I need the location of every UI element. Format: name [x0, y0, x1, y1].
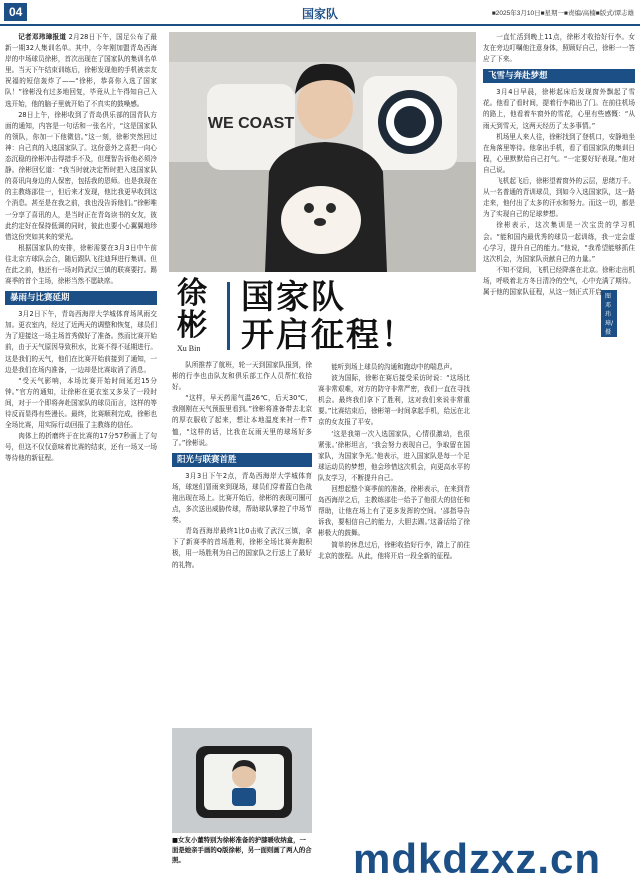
- paragraph: 2月28日下午，国足公布了最新一期32人集训名单。其中，今年刚加盟青岛西海岸的中场球员徐彬，首次出现在了国家队的集训名单里。当天下午结束训练后，徐彬发现他的手机被亲友祝福的短信轰炸了——“徐彬，恭喜你入选了国家队！”徐彬没有过多地回复，毕竟从上午得知自己入选开始，他的脑子里就开始了不真实的鼓噪感。: [5, 33, 157, 108]
- paragraph: 波为国际，徐彬在赛后接受采访时说：“这场比赛非常艰难，对方的防守非常严密，我们一直在寻找机会。最终我们拿下了胜利，这对我们来说非常重要。”比赛结束后，徐彬第一时间拿起手机，给远在北京的女友报了平安。: [318, 374, 470, 427]
- paragraph: 3月4日早晨，徐彬起床后发现窗外飘起了雪花。他看了看时间，提着行李箱出了门。在前往机场的路上，他看着车窗外的雪花，心里有些感慨：“从雨天到雪天，这两天经历了太多事情。”: [483, 88, 635, 130]
- paragraph: 回想起整个赛季前的准备，徐彬表示，在来到青岛西海岸之后，主教练邵佳一给予了他很大的信任和帮助，让他在场上有了更多发挥的空间。‘邵指导告诉我，要相信自己的能力，大胆去踢。’这番话给了徐彬极大的鼓舞。: [318, 485, 470, 538]
- paragraph: ‘这是我第一次入选国家队，心情很激动，也很紧张。’徐彬坦言，‘我会努力表现自己，争取留在国家队，为国家争光。’他表示，进入国家队是每一个足球运动员的梦想，他会珍惜这次机会，向更高水平的队友学习，不断提升自己。: [318, 429, 470, 482]
- headline-line-1: 国家队: [241, 277, 346, 316]
- dog-figure: [281, 186, 361, 254]
- paragraph: “这样，早天药需气温26℃，后天30℃，我刚刚在天气预报里看到。”徐彬将准备带去北京的厚衣服收了起来，想让本地温度来衬一件T恤，“这样的话，比我在玩雨天里的球场好多了。”徐彬说。: [172, 394, 312, 447]
- paragraph: 简单的休息过后，徐彬收拾好行李，踏上了前往北京的旅程。从此，他将开启一段全新的征程。: [318, 540, 470, 560]
- subheading: 飞雪与奔赴梦想: [483, 69, 635, 83]
- player-name: 徐彬: [177, 276, 207, 343]
- headline-line-2: 开启征程！: [241, 315, 416, 354]
- paragraph: 队所推荐了航班，轮一天到国家队报到，徐彬的行李也由队友和俱乐部工作人员帮忙收拾好。: [172, 361, 312, 392]
- paragraph: 一直忙活到晚上11点，徐彬才收拾好行李。女友在旁边叮嘱他注意身体，照顾好自己，徐彬一一答应了下来。: [483, 33, 635, 64]
- paragraph: 肉体上的折磨终于在比赛的17分57秒画上了句号，但这不仅仅意味着比赛的结束，还有一场又一场等待他的新征程。: [5, 432, 157, 463]
- subheading: 暴雨与比赛延期: [5, 291, 157, 305]
- player-pinyin: Xu Bin: [177, 344, 201, 353]
- knee-pad-box-photo: [172, 728, 312, 833]
- subheading: 阳光与联赛首胜: [172, 453, 312, 467]
- paragraph: 不知不觉间，飞机已经降落在北京。徐彬走出机场，呼吸着北方冬日清冷的空气，心中充满了期待。属于他的国家队征程，从这一刻正式开启。: [483, 265, 635, 296]
- page-header: [0, 0, 640, 26]
- paragraph: 3月2日下午，青岛西海岸大学城体育场风雨交加。更衣室内，经过了近两天的调整和恢复，球员们为了迎接这一场主场首秀做好了准备。然而比赛开始前，由于天气原因导致积水，比赛不得不延期进行。这是我们的天气，他们在比赛开始前接到了通知，一边是我们在场内准备，一边却是比赛取消了消息。: [5, 310, 157, 374]
- paragraph: “受天气影响，本场比赛开始时间延迟15分钟。”官方的通知，让徐彬在更衣室又多呆了一段时间，对于一个即将奔赴国家队的球员而言，这样的等待反而显得有些漫长。最终，比赛顺利完成，徐彬也全场比赛，用实际行动回报了主教练的信任。: [5, 376, 157, 430]
- section-title: 国家队: [301, 7, 338, 21]
- player-photo-illustration: [169, 32, 476, 272]
- paragraph: 28日上午，徐彬收到了青岛俱乐部的国青队方面的通知，内容是一句话和一张名片，“这是国家队的领队，你加一下他微信。”这一刻，徐彬突然回过神：自己真的入选国家队了。这份意外之喜把一向心态沉稳的徐彬冲击得措手不及，但理智告诉他必须冷静。徐彬回忆道：“我当时就决定暂时把入选国家队的喜讯向身边的人保密，包括我的恩师。也是我现在的主教练邵佳一，但后来才发现，他比我更早收到这个消息。甚至是在我之前，我也没告诉他们。”徐彬唯一分享了喜讯的人，是当时正在青岛读书的女友，彼此约定好在保持低调的同时，彼此也要小心翼翼地珍惜这份突如其来的荣光。: [5, 110, 157, 241]
- paragraph: 机场里人来人往，徐彬找到了登机口，安静地坐在角落里等待。他拿出手机，看了看国家队的集训日程，心里默默给自己打气。“一定要好好表现。”他对自己说。: [483, 132, 635, 174]
- photo-credit: 图 邓玮璋/摄: [601, 290, 617, 337]
- issue-info: ■2025年3月10日■星期一■责编/高楠■版式/谭志雄: [491, 10, 634, 17]
- article-column-3: [318, 362, 470, 880]
- watermark: mdkdzxz.cn: [318, 836, 636, 882]
- pillow-text: WE COAST: [207, 115, 295, 132]
- paragraph: 能听到场上球员的沟通和跑动中的喘息声。: [331, 363, 457, 371]
- paragraph: 根据国家队的安排，徐彬需要在3月3日中午前往北京方球队会合，随后跟队飞往迪拜进行集训。但在此之前，他还有一场对阵武汉三镇的联赛要打。踢赛季的首个主场，徐彬当然不愿缺席。: [5, 243, 157, 286]
- paragraph: 3月3日下午2点，青岛西海岸大学城体育场，球迷们冒雨来到现场，球员们穿着蓝白色战袍出现在场上。比赛开始后，徐彬的表现可圈可点，多次送出威胁传球，帮助球队掌控了中场节奏。: [172, 471, 312, 525]
- article-column-1: [5, 32, 157, 872]
- photo-caption: ■女友小董特别为徐彬准备的护膝暖收纳盒，一面是她亲手画的Q版徐彬，另一面则画了两人的合照。: [172, 836, 312, 864]
- headline-divider: [227, 282, 230, 350]
- paragraph: 徐彬表示，这次集训是一次宝贵的学习机会。“能和国内最优秀的球员一起训练，我一定会虚心学习，提升自己的能力。”他说，“我希望能够抓住这次机会，为国家队贡献自己的力量。”: [483, 221, 635, 263]
- headline-block: [169, 274, 476, 358]
- article-column-4: [483, 32, 635, 872]
- pillow-right: [363, 76, 457, 170]
- paragraph: 青岛西海岸最终1比0击败了武汉三镇，拿下了新赛季的首场胜利，徐彬全场比赛奔跑积极，用一场胜利为自己的国家队之行送上了最好的礼物。: [172, 527, 312, 569]
- byline: 记者邓玮璋报道: [18, 33, 67, 41]
- page-number: 04: [4, 3, 27, 21]
- paragraph: 飞机起飞后，徐彬望着窗外的云层，思绪万千。从一名普通的青训球员，到如今入选国家队，这一路走来，他付出了太多的汗水和努力。而这一切，都是为了实现自己的足球梦想。: [483, 177, 635, 219]
